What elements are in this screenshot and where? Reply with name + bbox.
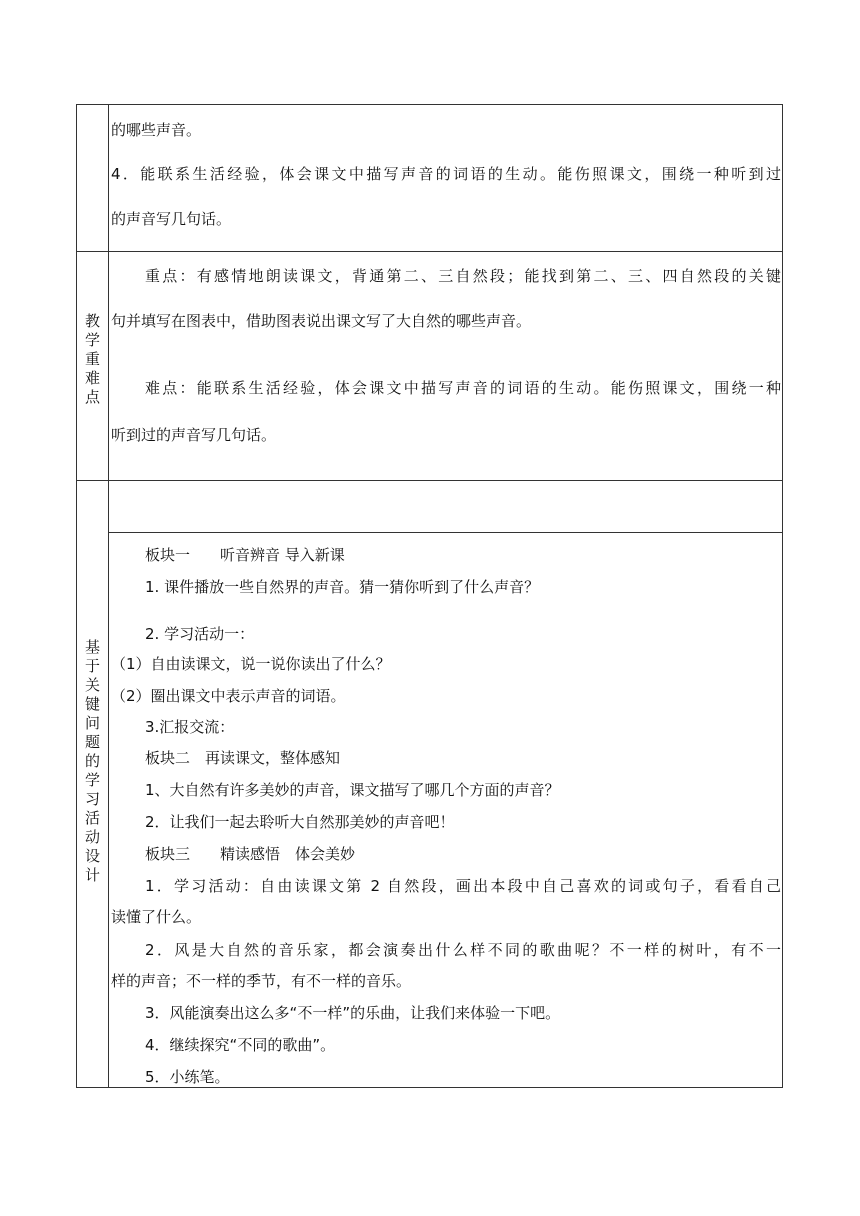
label-char: 活 (84, 809, 100, 827)
activity-line: 1．学习活动：自由读课文第 2 自然段，画出本段中自己喜欢的词或句子，看看自己 (145, 877, 781, 895)
activity-line: （1）自由读课文，说一说你读出了什么？ (111, 655, 391, 673)
row-divider (77, 480, 782, 481)
label-char: 设 (84, 847, 100, 865)
objective-line: 4．能联系生活经验，体会课文中描写声音的词语的生动。能伤照课文，围绕一种听到过 (111, 165, 781, 183)
label-char: 题 (84, 733, 100, 751)
activity-line: 2．让我们一起去聆听大自然那美妙的声音吧！ (145, 813, 455, 831)
label-char: 问 (84, 714, 100, 732)
label-char: 关 (84, 676, 100, 694)
activity-line: 读懂了什么。 (111, 908, 202, 926)
activity-line: 2．风是大自然的音乐家，都会演奏出什么样不同的歌曲呢？不一样的树叶，有不一 (145, 941, 781, 959)
activity-line: （2）圈出课文中表示声音的词语。 (111, 687, 346, 705)
column-divider (108, 105, 109, 1087)
label-char: 计 (84, 866, 100, 884)
label-char: 基 (84, 638, 100, 656)
label-char: 学 (84, 771, 100, 789)
label-char: 的 (84, 752, 100, 770)
activity-line: 1. 课件播放一些自然界的声音。猜一猜你听到了什么声音？ (145, 578, 540, 596)
activity-line: 样的声音；不一样的季节，有不一样的音乐。 (111, 972, 412, 990)
objective-line: 的声音写几句话。 (111, 210, 232, 228)
activity-line: 4．继续探究“不同的歌曲”。 (145, 1036, 336, 1054)
label-char: 点 (84, 388, 100, 406)
difficult-point-line: 听到过的声音写几句话。 (111, 426, 277, 444)
difficult-point-line: 难点：能联系生活经验，体会课文中描写声音的词语的生动。能伤照课文，围绕一种 (145, 379, 781, 397)
activity-line: 3．风能演奏出这么多“不一样”的乐曲，让我们来体验一下吧。 (145, 1004, 561, 1022)
section-heading: 板块二 再读课文，整体感知 (145, 749, 341, 767)
label-char: 于 (84, 657, 100, 675)
label-char: 习 (84, 790, 100, 808)
activity-line: 2. 学习活动一： (145, 625, 255, 643)
row-divider (108, 532, 782, 533)
key-point-line: 重点：有感情地朗读课文，背通第二、三自然段；能找到第二、三、四自然段的关键 (145, 267, 781, 285)
key-point-line: 句并填写在图表中，借助图表说出课文写了大自然的哪些声音。 (111, 312, 532, 330)
activity-line: 1、大自然有许多美妙的声音，课文描写了哪几个方面的声音？ (145, 781, 560, 799)
row-label-activity-design (77, 638, 108, 885)
label-char: 键 (84, 695, 100, 713)
section-heading: 板块一 听音辨音 导入新课 (145, 546, 345, 564)
objective-line: 的哪些声音。 (111, 121, 202, 139)
row-label-key-difficult-points (77, 312, 108, 407)
row-divider (77, 251, 782, 252)
label-char: 难 (84, 369, 100, 387)
section-heading: 板块三 精读感悟 体会美妙 (145, 845, 356, 863)
lesson-plan-table (76, 104, 783, 1088)
label-char: 学 (84, 331, 100, 349)
label-char: 教 (84, 312, 100, 330)
label-char: 重 (84, 350, 100, 368)
activity-line: 5．小练笔。 (145, 1068, 230, 1086)
label-char: 动 (84, 828, 100, 846)
activity-line: 3.汇报交流： (145, 718, 235, 736)
